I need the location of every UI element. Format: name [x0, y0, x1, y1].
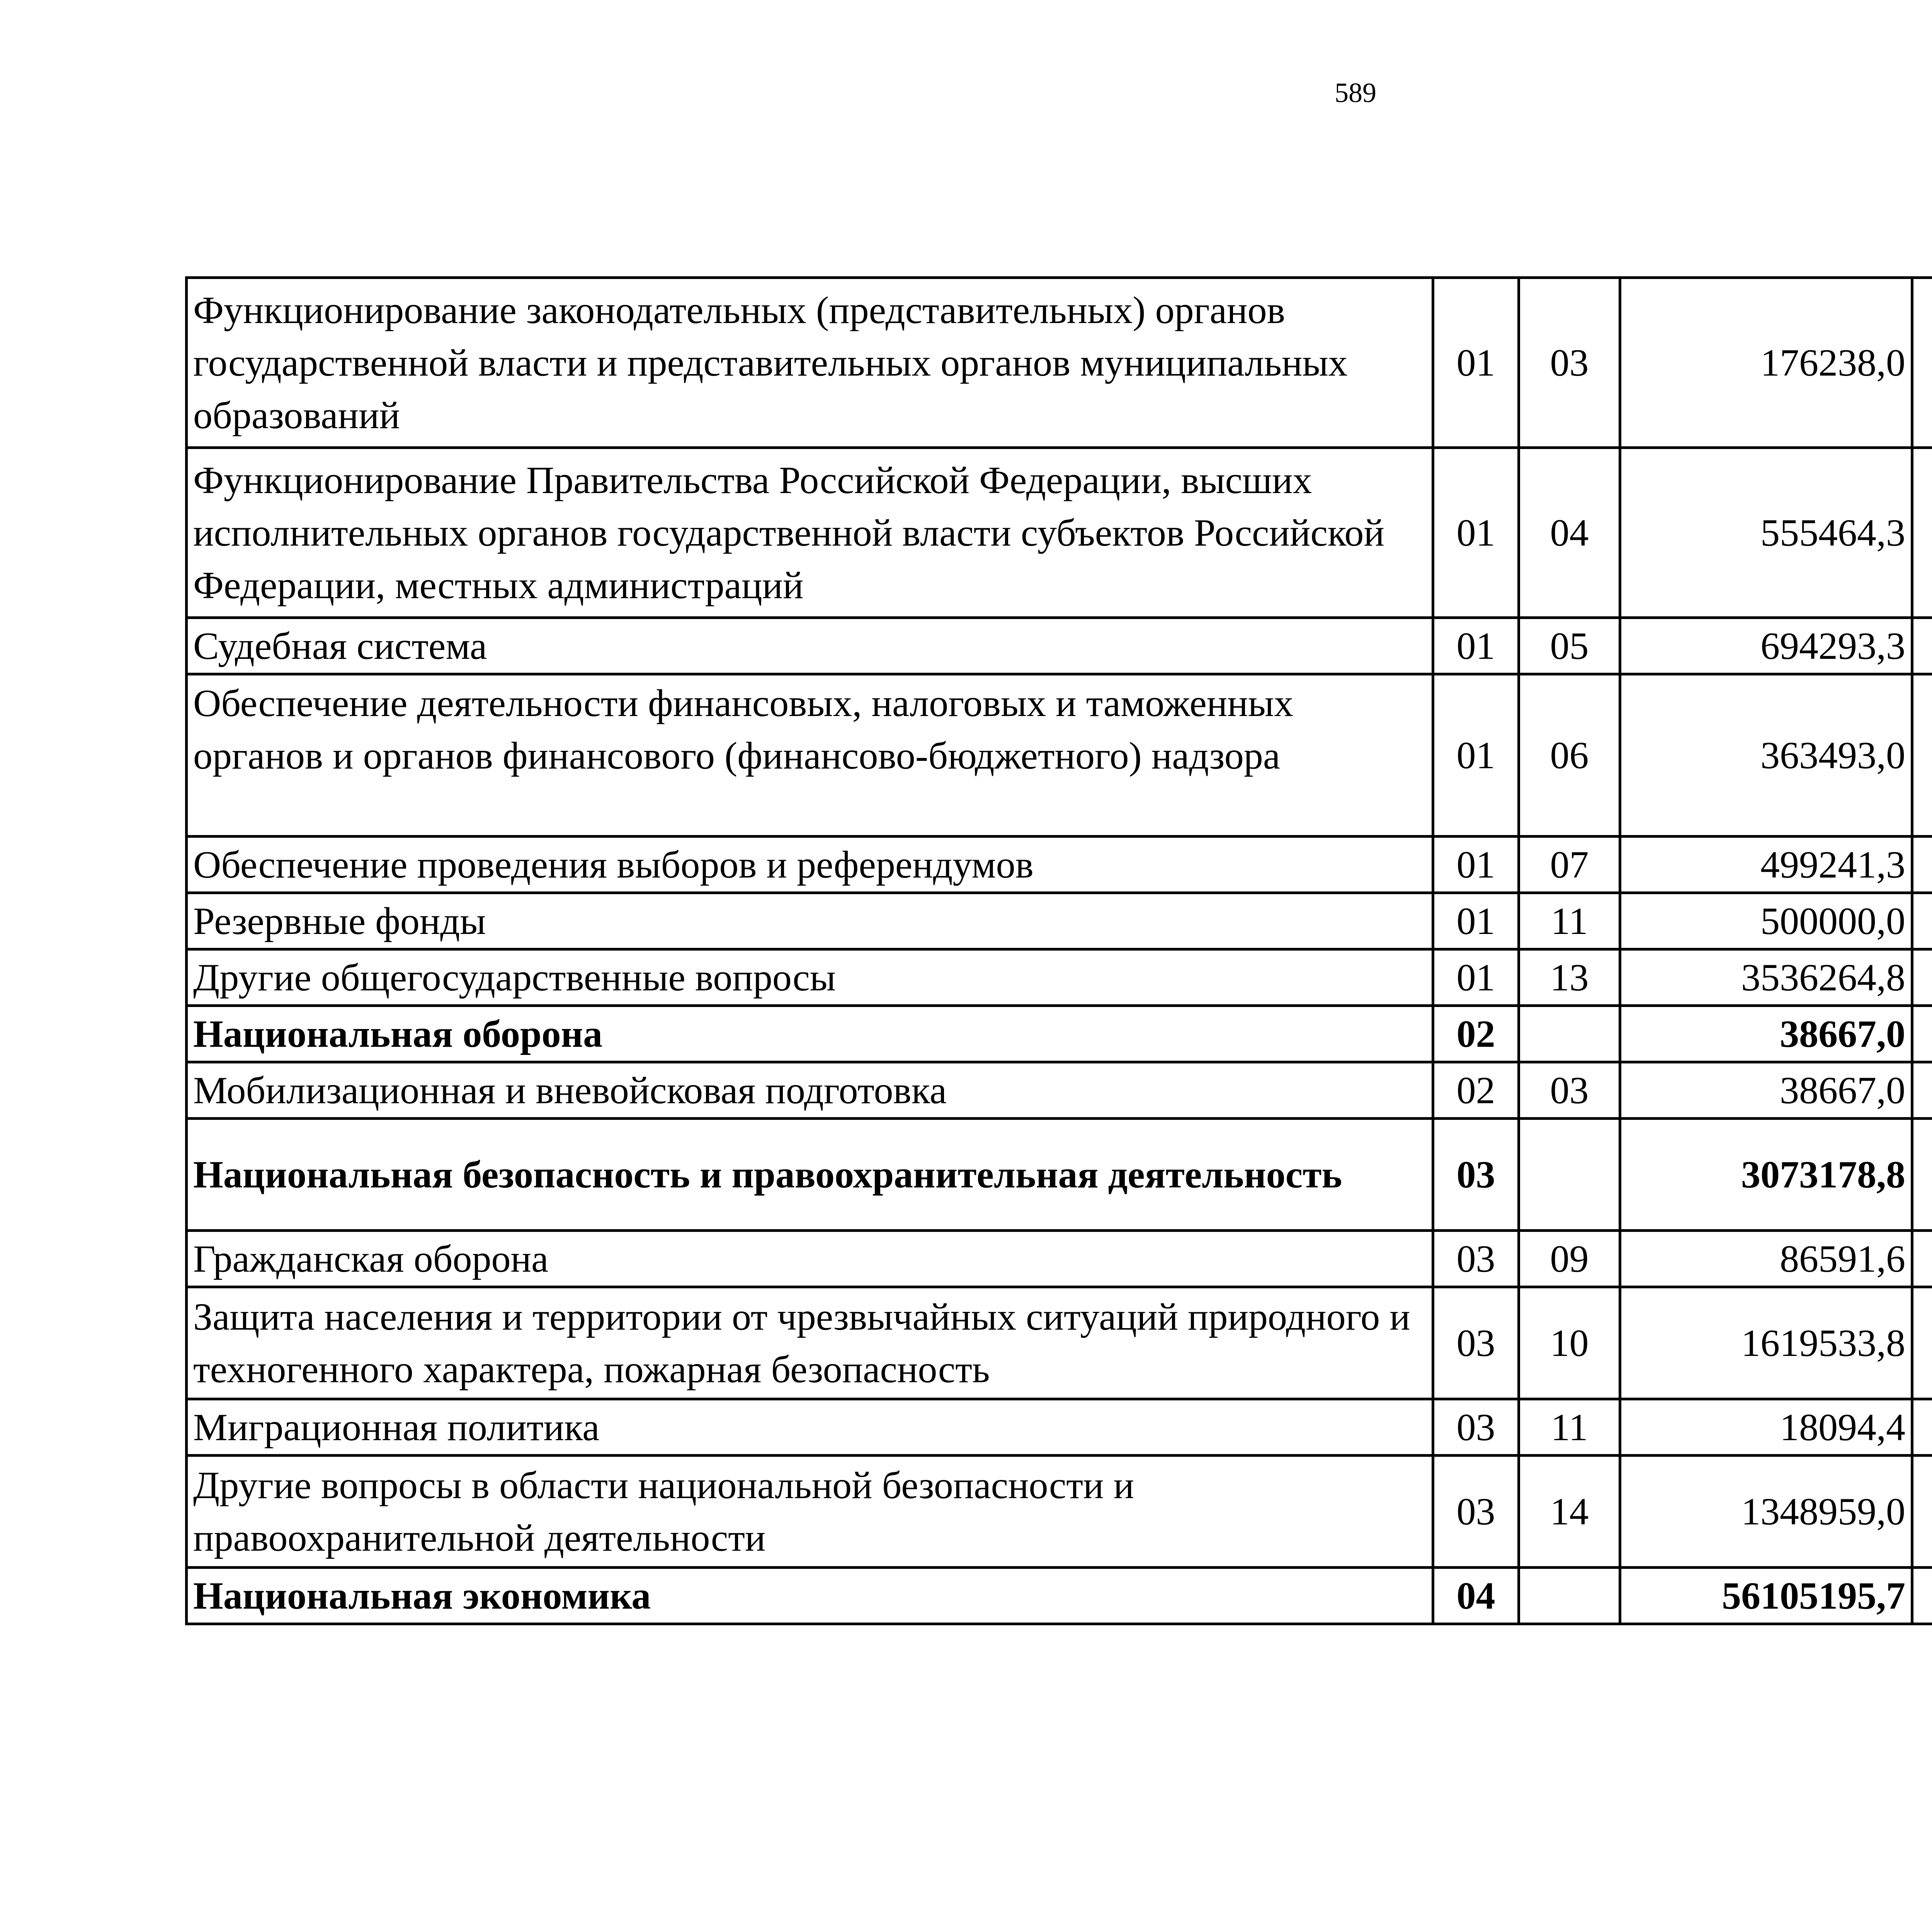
section-code: 02	[1433, 1006, 1519, 1062]
page-number: 589	[1335, 77, 1376, 108]
value-col-2	[1912, 618, 1932, 674]
table-row	[187, 893, 1932, 949]
subsection-code: 13	[1519, 949, 1620, 1006]
value-col-1: 3073178,8	[1620, 1119, 1912, 1231]
section-code: 03	[1433, 1231, 1519, 1287]
value-col-1: 86591,6	[1620, 1231, 1912, 1287]
value-col-1: 38667,0	[1620, 1062, 1912, 1119]
table-row	[187, 618, 1932, 674]
subsection-code	[1519, 1119, 1620, 1231]
table-row	[187, 448, 1932, 618]
subsection-code: 03	[1519, 1062, 1620, 1119]
subsection-code: 10	[1519, 1287, 1620, 1399]
section-code: 03	[1433, 1119, 1519, 1231]
value-col-1: 3536264,8	[1620, 949, 1912, 1006]
value-col-2	[1912, 1456, 1932, 1568]
table-row	[187, 949, 1932, 1006]
budget-table	[185, 276, 1932, 1625]
value-col-1: 694293,3	[1620, 618, 1912, 674]
table-row	[187, 1006, 1932, 1062]
table-row	[187, 278, 1932, 448]
section-code: 04	[1433, 1568, 1519, 1624]
section-code: 01	[1433, 278, 1519, 448]
row-name: Национальная экономика	[187, 1568, 1433, 1624]
section-code: 02	[1433, 1062, 1519, 1119]
row-name: Обеспечение деятельности финансовых, налоговых и таможенных органов и органов финансового (финансово-бюджетного) надзора	[187, 674, 1433, 837]
row-name: Функционирование Правительства Российской Федерации, высших исполнительных органов государственной власти субъектов Российской Федерации, местных администраций	[187, 448, 1433, 618]
section-code: 01	[1433, 837, 1519, 893]
value-col-2	[1912, 893, 1932, 949]
subsection-code: 07	[1519, 837, 1620, 893]
table-row	[187, 837, 1932, 893]
value-col-2	[1912, 1231, 1932, 1287]
subsection-code: 09	[1519, 1231, 1620, 1287]
row-name: Мобилизационная и вневойсковая подготовка	[187, 1062, 1433, 1119]
value-col-2	[1912, 1399, 1932, 1456]
value-col-2	[1912, 278, 1932, 448]
subsection-code	[1519, 1006, 1620, 1062]
value-col-2	[1912, 1568, 1932, 1624]
section-code: 01	[1433, 618, 1519, 674]
section-code: 03	[1433, 1287, 1519, 1399]
value-col-2	[1912, 674, 1932, 837]
subsection-code	[1519, 1568, 1620, 1624]
table-row	[187, 1568, 1932, 1624]
row-name: Судебная система	[187, 618, 1433, 674]
value-col-2	[1912, 1119, 1932, 1231]
section-code: 01	[1433, 893, 1519, 949]
value-col-2	[1912, 1287, 1932, 1399]
section-code: 03	[1433, 1456, 1519, 1568]
value-col-1: 18094,4	[1620, 1399, 1912, 1456]
value-col-1: 176238,0	[1620, 278, 1912, 448]
row-name: Другие общегосударственные вопросы	[187, 949, 1433, 1006]
value-col-1: 1348959,0	[1620, 1456, 1912, 1568]
value-col-1: 500000,0	[1620, 893, 1912, 949]
subsection-code: 14	[1519, 1456, 1620, 1568]
value-col-2	[1912, 1062, 1932, 1119]
subsection-code: 03	[1519, 278, 1620, 448]
section-code: 01	[1433, 674, 1519, 837]
value-col-1: 56105195,7	[1620, 1568, 1912, 1624]
subsection-code: 11	[1519, 893, 1620, 949]
value-col-2	[1912, 837, 1932, 893]
table-row	[187, 1399, 1932, 1456]
section-code: 01	[1433, 949, 1519, 1006]
table-row	[187, 1119, 1932, 1231]
row-name: Обеспечение проведения выборов и референдумов	[187, 837, 1433, 893]
row-name: Другие вопросы в области национальной безопасности и правоохранительной деятельности	[187, 1456, 1433, 1568]
row-name: Гражданская оборона	[187, 1231, 1433, 1287]
section-code: 03	[1433, 1399, 1519, 1456]
table-row	[187, 1456, 1932, 1568]
value-col-1: 499241,3	[1620, 837, 1912, 893]
row-name: Функционирование законодательных (представительных) органов государственной власти и представительных органов муниципальных образований	[187, 278, 1433, 448]
value-col-2	[1912, 949, 1932, 1006]
table-row	[187, 674, 1932, 837]
subsection-code: 06	[1519, 674, 1620, 837]
row-name: Защита населения и территории от чрезвычайных ситуаций природного и техногенного характера, пожарная безопасность	[187, 1287, 1433, 1399]
value-col-1: 38667,0	[1620, 1006, 1912, 1062]
row-name: Национальная безопасность и правоохранительная деятельность	[187, 1119, 1433, 1231]
value-col-1: 1619533,8	[1620, 1287, 1912, 1399]
table-row	[187, 1231, 1932, 1287]
subsection-code: 11	[1519, 1399, 1620, 1456]
value-col-2	[1912, 448, 1932, 618]
table-row	[187, 1062, 1932, 1119]
row-name: Миграционная политика	[187, 1399, 1433, 1456]
row-name: Национальная оборона	[187, 1006, 1433, 1062]
value-col-1: 363493,0	[1620, 674, 1912, 837]
table-row	[187, 1287, 1932, 1399]
value-col-1: 555464,3	[1620, 448, 1912, 618]
subsection-code: 04	[1519, 448, 1620, 618]
section-code: 01	[1433, 448, 1519, 618]
value-col-2	[1912, 1006, 1932, 1062]
subsection-code: 05	[1519, 618, 1620, 674]
row-name: Резервные фонды	[187, 893, 1433, 949]
